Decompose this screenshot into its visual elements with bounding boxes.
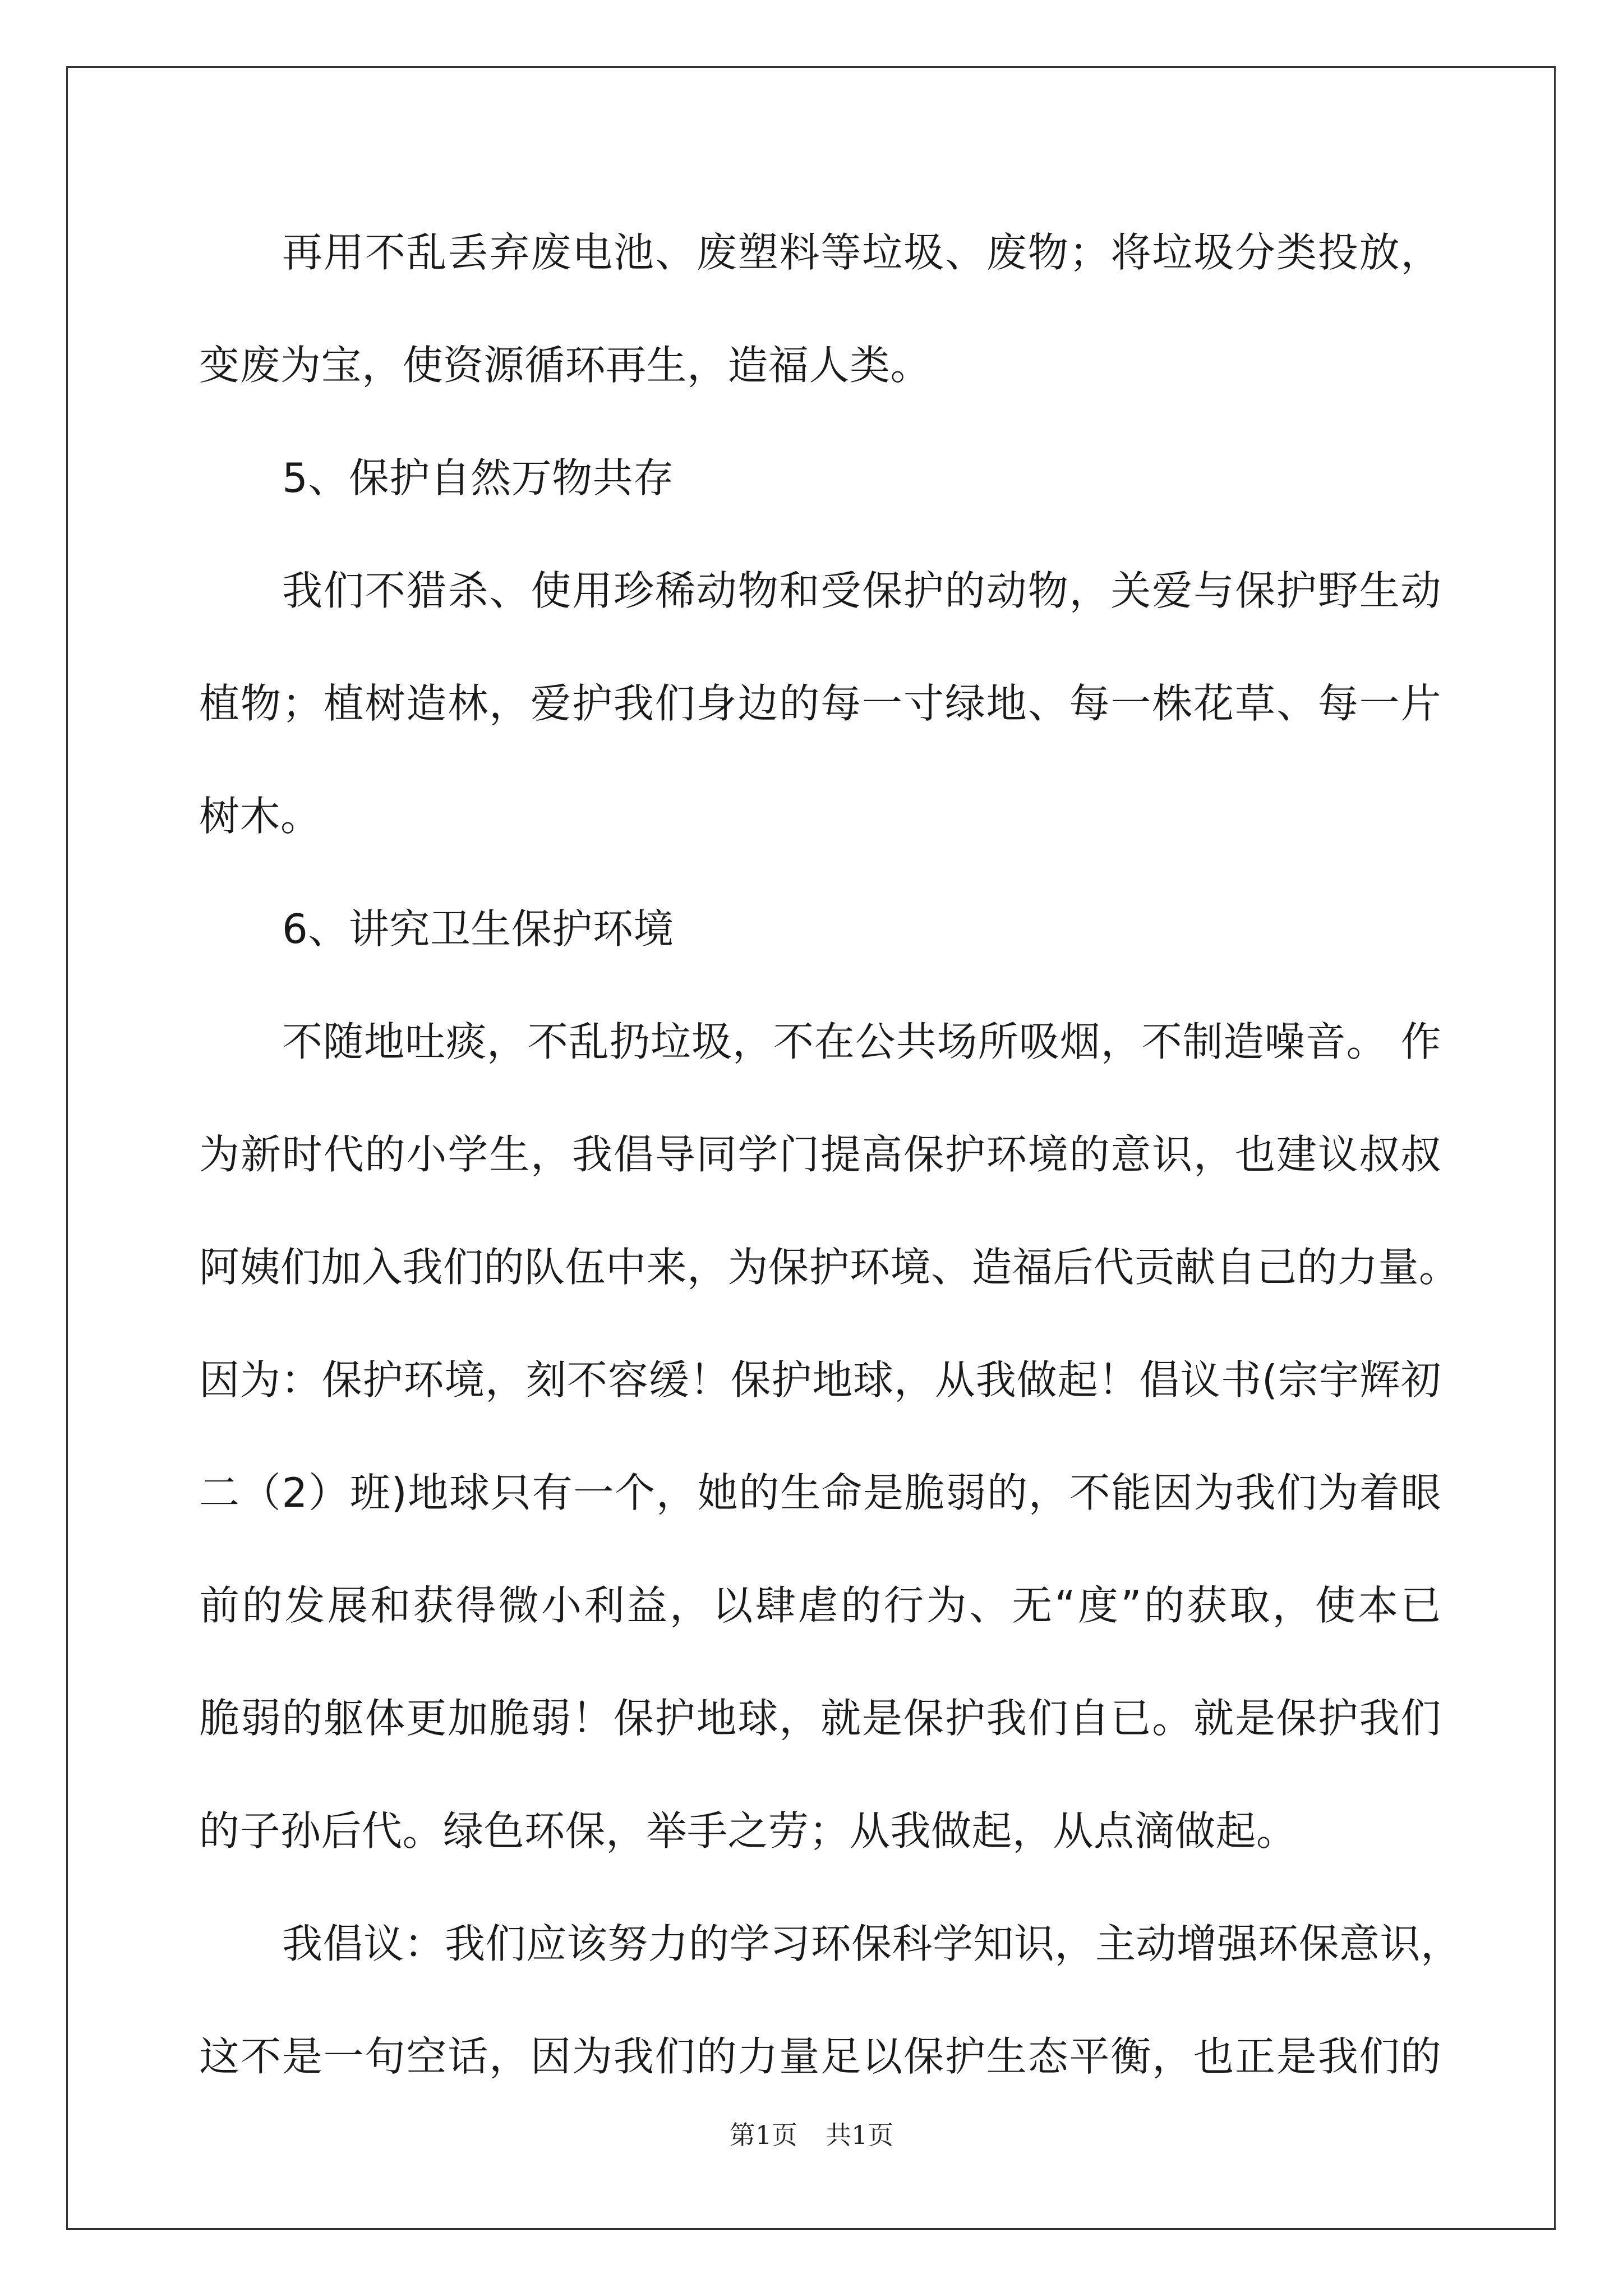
body-line: 不随地吐痰，不乱扔垃圾，不在公共场所吸烟，不制造噪音。 作 xyxy=(282,1018,1441,1065)
body-line: 的子孙后代。绿色环保，举手之劳；从我做起，从点滴做起。 xyxy=(199,1807,1297,1855)
body-line: 植物；植树造林，爱护我们身边的每一寸绿地、每一株花草、每一片 xyxy=(199,680,1441,727)
body-line: 脆弱的躯体更加脆弱！保护地球，就是保护我们自已。就是保护我们 xyxy=(199,1695,1441,1742)
body-line: 变废为宝，使资源循环再生，造福人类。 xyxy=(199,342,932,389)
body-line: 我们不猎杀、使用珍稀动物和受保护的动物，关爱与保护野生动 xyxy=(282,567,1441,614)
body-line: 再用不乱丢弃废电池、废塑料等垃圾、废物；将垃圾分类投放， xyxy=(282,229,1441,276)
body-line: 二（2）班)地球只有一个，她的生命是脆弱的，不能因为我们为着眼 xyxy=(199,1469,1441,1516)
body-line: 阿姨们加入我们的队伍中来，为保护环境、造福后代贡献自己的力量。 xyxy=(199,1244,1460,1291)
body-line: 这不是一句空话，因为我们的力量足以保护生态平衡，也正是我们的 xyxy=(199,2033,1441,2080)
document-body xyxy=(199,215,1461,2132)
page-total: 共1页 xyxy=(826,2120,894,2150)
page-number: 第1页 xyxy=(729,2120,797,2150)
body-line: 树木。 xyxy=(199,793,321,840)
page-footer xyxy=(0,2115,1623,2152)
body-line: 前的发展和获得微小利益，以肆虐的行为、无“度”的获取，使本已 xyxy=(199,1582,1441,1629)
body-line: 我倡议：我们应该努力的学习环保科学知识，主动增强环保意识， xyxy=(282,1920,1461,1967)
section-heading: 6、讲究卫生保护环境 xyxy=(282,905,674,953)
body-line: 因为：保护环境，刻不容缓！保护地球，从我做起！倡议书(宗宇辉初 xyxy=(199,1356,1441,1404)
section-heading: 5、保护自然万物共存 xyxy=(282,454,674,501)
body-line: 为新时代的小学生，我倡导同学门提高保护环境的意识，也建议叔叔 xyxy=(199,1131,1441,1178)
